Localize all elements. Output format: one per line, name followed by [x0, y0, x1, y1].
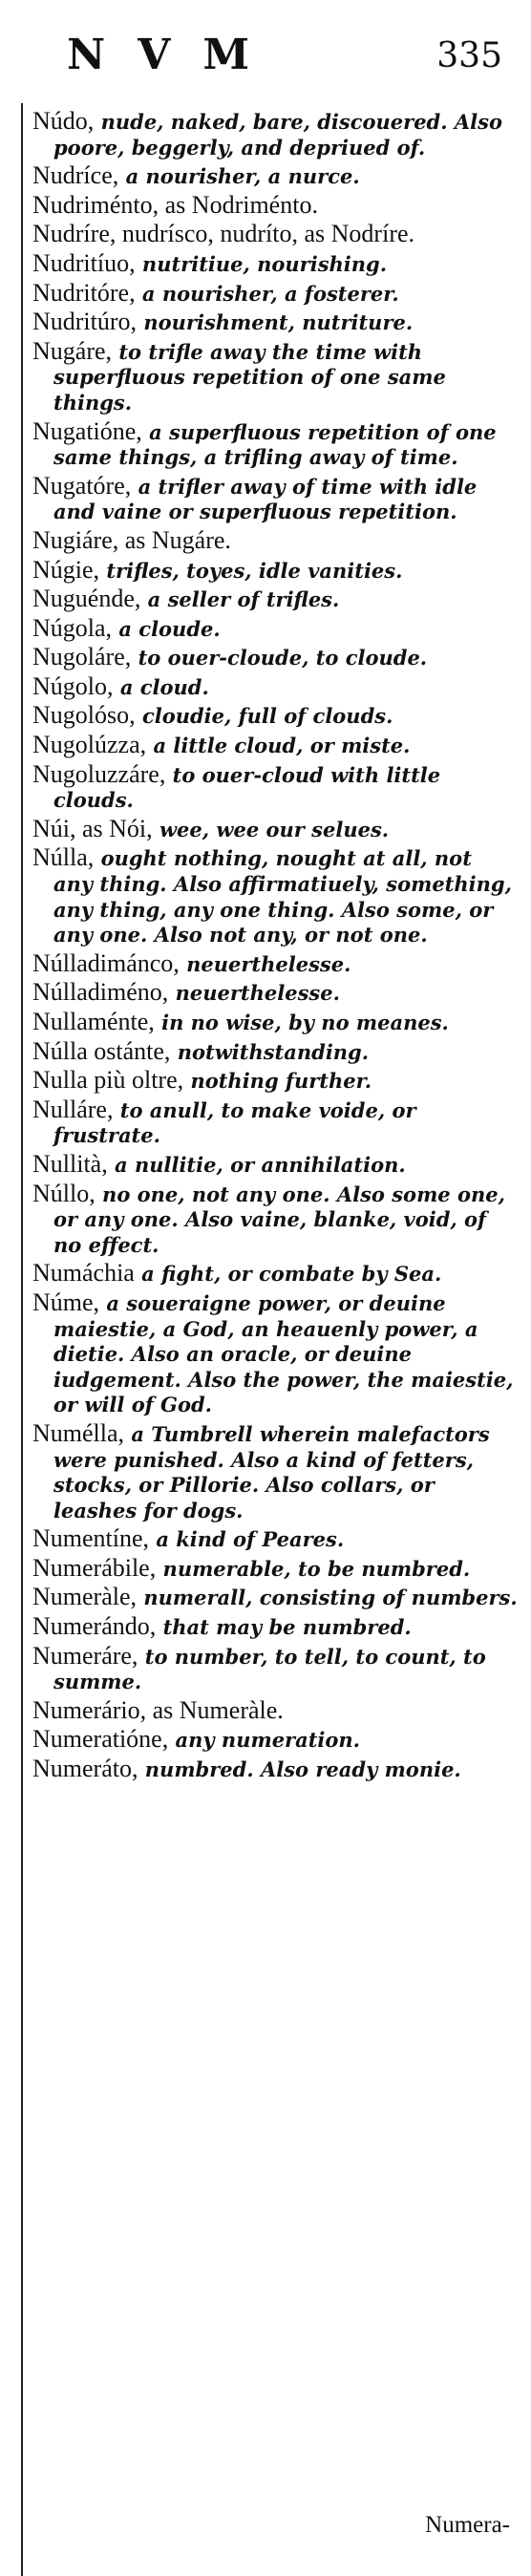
dictionary-entry	[32, 416, 518, 471]
dictionary-entry	[32, 248, 518, 278]
entry-headword: Numerário, as Numeràle.	[32, 1695, 284, 1724]
entry-headword: Numeràle,	[32, 1583, 138, 1611]
entry-definition: a fight, or combate by Sea.	[141, 1262, 442, 1287]
entry-definition: in no wise, by no meanes.	[161, 1011, 449, 1034]
entry-definition: to anull, to make voide, or frustrate.	[53, 1097, 416, 1148]
entry-definition: to ouer-cloude, to cloude.	[138, 646, 428, 671]
dictionary-entry	[32, 733, 518, 759]
entry-definition: nourishment, nutriture.	[143, 310, 414, 335]
entry-headword: Numentíne,	[32, 1524, 150, 1553]
entry-headword: Numáchia	[32, 1259, 135, 1288]
dictionary-entry	[32, 1727, 518, 1754]
dictionary-entry	[32, 1756, 518, 1783]
entry-headword: Nudritúro,	[32, 308, 138, 336]
dictionary-entry	[32, 1097, 518, 1149]
entry-headword: Nugoláre,	[32, 643, 132, 671]
dictionary-entry	[32, 759, 518, 814]
dictionary-column	[21, 103, 529, 2576]
entry-headword: Numeráto,	[32, 1755, 138, 1783]
dictionary-entry	[32, 109, 518, 160]
entry-definition: neuerthelesse.	[175, 981, 340, 1006]
dictionary-entry	[32, 555, 518, 585]
entry-headword: Nudritíuo,	[32, 248, 136, 277]
dictionary-entry	[32, 671, 518, 701]
entry-definition: a cloude.	[118, 616, 221, 641]
entry-definition: numerable, to be numbred.	[162, 1556, 471, 1581]
dictionary-entry	[32, 814, 518, 843]
entry-definition: a nullitie, or annihilation.	[115, 1152, 406, 1177]
dictionary-entry	[32, 703, 518, 730]
entry-definition: a nourisher, a nurce.	[125, 164, 360, 189]
entry-headword: Nudríce,	[32, 161, 119, 190]
entry-definition: ought nothing, nought at all, not any thing. Also affirmatiuely, something, any thing, any one thing. Also some, or any one. Also not any, or not one.	[53, 846, 512, 947]
entry-definition: any numeration.	[175, 1728, 360, 1753]
entry-headword: Núlla ostánte,	[32, 1036, 171, 1065]
entry-headword: Nugolúzza,	[32, 731, 147, 759]
entry-headword: Núgolo,	[32, 671, 114, 700]
entry-definition: a nourisher, a fosterer.	[141, 281, 399, 306]
dictionary-entry	[32, 980, 518, 1007]
dictionary-entry	[32, 1261, 518, 1288]
entry-headword: Núllo,	[32, 1179, 96, 1207]
entry-definition: to ouer-cloud with little clouds.	[53, 762, 441, 813]
entry-headword: Nudríre, nudrísco, nudríto, as Nodríre.	[32, 220, 415, 248]
entry-headword: Núlla,	[32, 843, 95, 872]
entry-definition: a little cloud, or miste.	[153, 734, 411, 758]
dictionary-entry	[32, 471, 518, 525]
entry-definition: a Tumbrell wherein malefactors were punished. Also a kind of fetters, stocks, or Pillorie. Also collars, or leashes for dogs.	[53, 1421, 490, 1522]
dictionary-entry	[32, 1036, 518, 1066]
dictionary-entry	[32, 1614, 518, 1641]
entry-headword: Numeráre,	[32, 1641, 138, 1670]
entry-headword: Nulláre,	[32, 1095, 114, 1123]
entry-headword: Nugiáre, as Nugáre.	[32, 525, 231, 554]
entry-definition: notwithstanding.	[177, 1039, 370, 1064]
entry-definition: a superfluous repetition of one same things, a trifling away of time.	[53, 419, 497, 470]
entry-headword: Numélla,	[32, 1418, 125, 1447]
entry-definition: nothing further.	[190, 1069, 372, 1094]
entry-headword: Núgie,	[32, 555, 100, 584]
entry-headword: Nuguénde,	[32, 585, 141, 613]
running-head: NVM	[67, 31, 283, 79]
dictionary-entry	[32, 1290, 518, 1418]
dictionary-entry	[32, 525, 518, 555]
page-header	[0, 27, 531, 84]
entry-list	[32, 109, 518, 1786]
entry-headword: Nugoluzzáre,	[32, 759, 166, 788]
catchword: Numera-	[425, 2512, 510, 2538]
dictionary-entry	[32, 1641, 518, 1695]
entry-headword: Nudriménto, as Nodriménto.	[32, 190, 318, 219]
entry-definition: wee, wee our selues.	[159, 817, 390, 841]
entry-definition: that may be numbred.	[162, 1615, 412, 1640]
dictionary-entry	[32, 1068, 518, 1095]
dictionary-entry	[32, 336, 518, 416]
dictionary-entry	[32, 1585, 518, 1611]
dictionary-entry	[32, 1526, 518, 1553]
entry-definition: a soueraigne power, or deuine maiestie, a God, an heauenly power, a dietie. Also an oracle, or deuine iudgement. Also the power, the maiestie, or will of God.	[53, 1290, 514, 1417]
entry-headword: Nullità,	[32, 1149, 108, 1178]
dictionary-entry	[32, 190, 518, 220]
dictionary-entry	[32, 1418, 518, 1523]
entry-headword: Núme,	[32, 1288, 100, 1316]
entry-definition: nutritiue, nourishing.	[141, 251, 388, 276]
entry-headword: Numerándo,	[32, 1612, 157, 1641]
entry-definition: to trifle away the time with superfluous repetition of one same things.	[53, 339, 446, 415]
entry-definition: numerall, consisting of numbers.	[143, 1586, 518, 1610]
entry-headword: Nugáre,	[32, 336, 113, 365]
dictionary-entry	[32, 613, 518, 643]
dictionary-entry	[32, 1553, 518, 1583]
entry-headword: Nudritóre,	[32, 278, 136, 307]
entry-definition: no one, not any one. Also some one, or any one. Also vaine, blanke, void, of no effect.	[53, 1182, 505, 1257]
dictionary-entry	[32, 222, 518, 248]
entry-headword: Nugolóso,	[32, 701, 136, 730]
entry-definition: to number, to tell, to count, to summe.	[53, 1644, 486, 1694]
dictionary-entry	[32, 845, 518, 947]
dictionary-entry	[32, 163, 518, 190]
entry-headword: Nugatóre,	[32, 471, 132, 500]
dictionary-entry	[32, 645, 518, 671]
entry-headword: Nullaménte,	[32, 1008, 155, 1035]
entry-headword: Núdo,	[32, 107, 95, 135]
entry-headword: Nulla più oltre,	[32, 1066, 184, 1095]
entry-definition: nude, naked, bare, discouered. Also poore, beggerly, and depriued of.	[53, 110, 502, 160]
page-number: 335	[436, 36, 502, 75]
dictionary-entry	[32, 1010, 518, 1036]
entry-headword: Núlladiméno,	[32, 978, 169, 1007]
entry-definition: a trifler away of time with idle and vaine or superfluous repetition.	[53, 474, 478, 524]
dictionary-entry	[32, 309, 518, 336]
entry-definition: cloudie, full of clouds.	[141, 704, 393, 729]
dictionary-entry	[32, 948, 518, 978]
entry-definition: neuerthelesse.	[186, 951, 351, 976]
entry-definition: a cloud.	[119, 674, 209, 699]
dictionary-entry	[32, 586, 518, 613]
dictionary-entry	[32, 278, 518, 308]
entry-headword: Núlladimánco,	[32, 948, 180, 977]
dictionary-entry	[32, 1149, 518, 1179]
entry-headword: Núi, as Nói,	[32, 814, 153, 842]
entry-headword: Numerábile,	[32, 1553, 157, 1582]
entry-headword: Núgola,	[32, 613, 113, 642]
entry-definition: a seller of trifles.	[147, 587, 340, 612]
entry-definition: a kind of Peares.	[156, 1527, 345, 1552]
entry-headword: Numeratióne,	[32, 1725, 169, 1754]
entry-headword: Nugatióne,	[32, 416, 142, 445]
dictionary-entry	[32, 1695, 518, 1725]
entry-definition: numbred. Also ready monie.	[144, 1757, 461, 1782]
entry-definition: trifles, toyes, idle vanities.	[106, 558, 403, 583]
dictionary-entry	[32, 1179, 518, 1259]
